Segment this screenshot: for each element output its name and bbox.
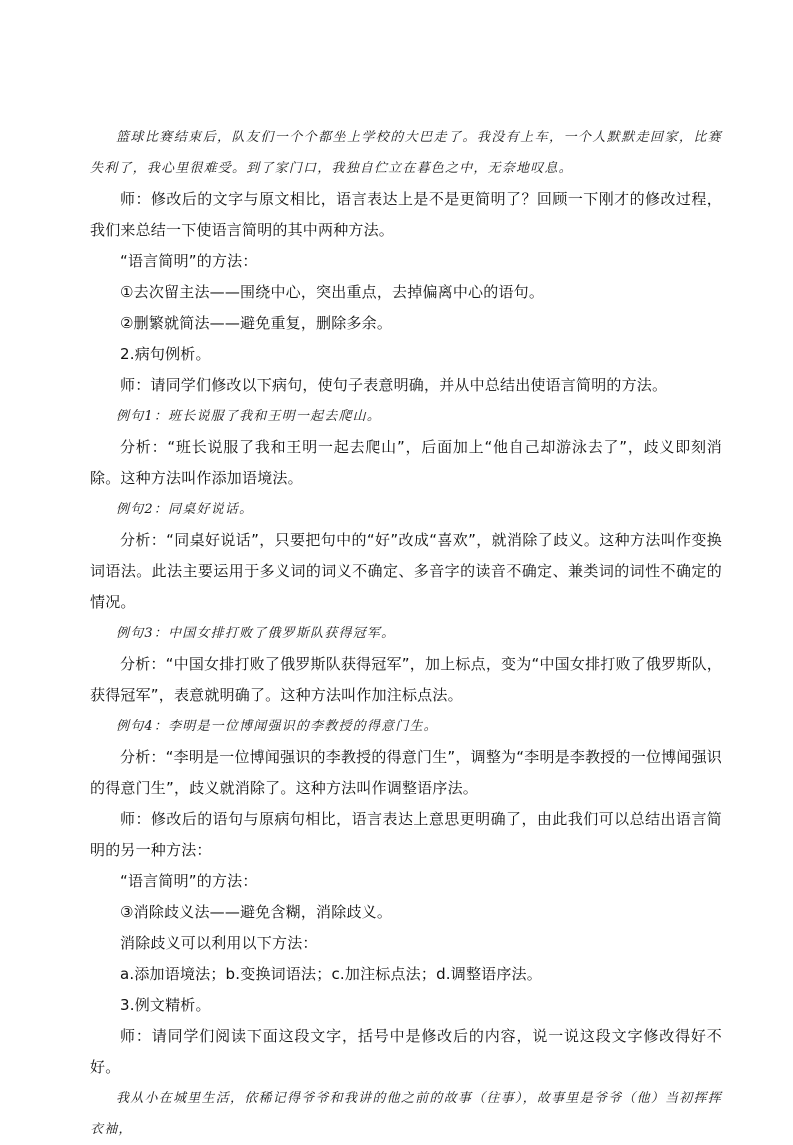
teacher-remark-summary: 师：修改后的文字与原文相比，语言表达上是不是更简明了？回顾一下刚才的修改过程，我们来总结一下使语言简明的其中两种方法。: [90, 190, 722, 239]
example-sentence-4: 例句4：李明是一位博闻强识的李教授的得意门生。: [116, 719, 438, 734]
teacher-reading-instruction: 师：请同学们阅读下面这段文字，括号中是修改后的内容，说一说这段文字修改得好不好。: [90, 1027, 722, 1076]
disambiguation-methods: a.添加语境法；b.变换词语法；c.加注标点法；d.调整语序法。: [120, 965, 542, 983]
method-item-1: ①去次留主法——围绕中心，突出重点，去掉偏离中心的语句。: [120, 283, 545, 301]
section-heading-3: 3.例文精析。: [120, 996, 211, 1014]
example-sentence-3: 例句3：中国女排打败了俄罗斯队获得冠军。: [116, 626, 396, 641]
example-sentence-2: 例句2：同桌好说话。: [116, 502, 254, 517]
analysis-2: 分析：“同桌好说话”，只要把句中的“好”改成“喜欢”，就消除了歧义。这种方法叫作变换词语法。此法主要运用于多义词的词义不确定、多音字的读音不确定、兼类词的词性不确定的情况。: [90, 531, 722, 611]
analysis-4: 分析：“李明是一位博闻强识的李教授的得意门生”，调整为“李明是李教授的一位博闻强识的得意门生”，歧义就消除了。这种方法叫作调整语序法。: [90, 748, 722, 797]
example-passage-revised: 篮球比赛结束后，队友们一个个都坐上学校的大巴走了。我没有上车，一个人默默走回家，比赛失利了，我心里很难受。到了家门口，我独自伫立在暮色之中，无奈地叹息。: [90, 130, 722, 176]
teacher-remark-another-method: 师：修改后的语句与原病句相比，语言表达上意思更明确了，由此我们可以总结出语言简明的另一种方法：: [90, 810, 722, 859]
section-heading-2: 2.病句例析。: [120, 345, 211, 363]
document-body: [90, 122, 722, 1145]
example-passage-start: 我从小在城里生活，依稀记得爷爷和我讲的他之前的故事（往事），故事里是爷爷（他）当初挥挥衣袖，: [90, 1091, 722, 1137]
example-sentence-1: 例句1：班长说服了我和王明一起去爬山。: [116, 409, 382, 424]
analysis-1: 分析：“班长说服了我和王明一起去爬山”，后面加上“他自己却游泳去了”，歧义即刻消除。这种方法叫作添加语境法。: [90, 438, 722, 487]
method-item-3: ③消除歧义法——避免含糊，消除歧义。: [120, 903, 393, 921]
method-heading: “语言简明”的方法：: [120, 252, 258, 270]
disambiguation-intro: 消除歧义可以利用以下方法：: [120, 934, 318, 952]
teacher-instruction: 师：请同学们修改以下病句，使句子表意明确，并从中总结出使语言简明的方法。: [120, 376, 668, 394]
method-heading-2: “语言简明”的方法：: [120, 872, 258, 890]
method-item-2: ②删繁就简法——避免重复，删除多余。: [120, 314, 393, 332]
analysis-3: 分析：“中国女排打败了俄罗斯队获得冠军”，加上标点，变为“中国女排打败了俄罗斯队，获得冠军”，表意就明确了。这种方法叫作加注标点法。: [90, 655, 722, 704]
